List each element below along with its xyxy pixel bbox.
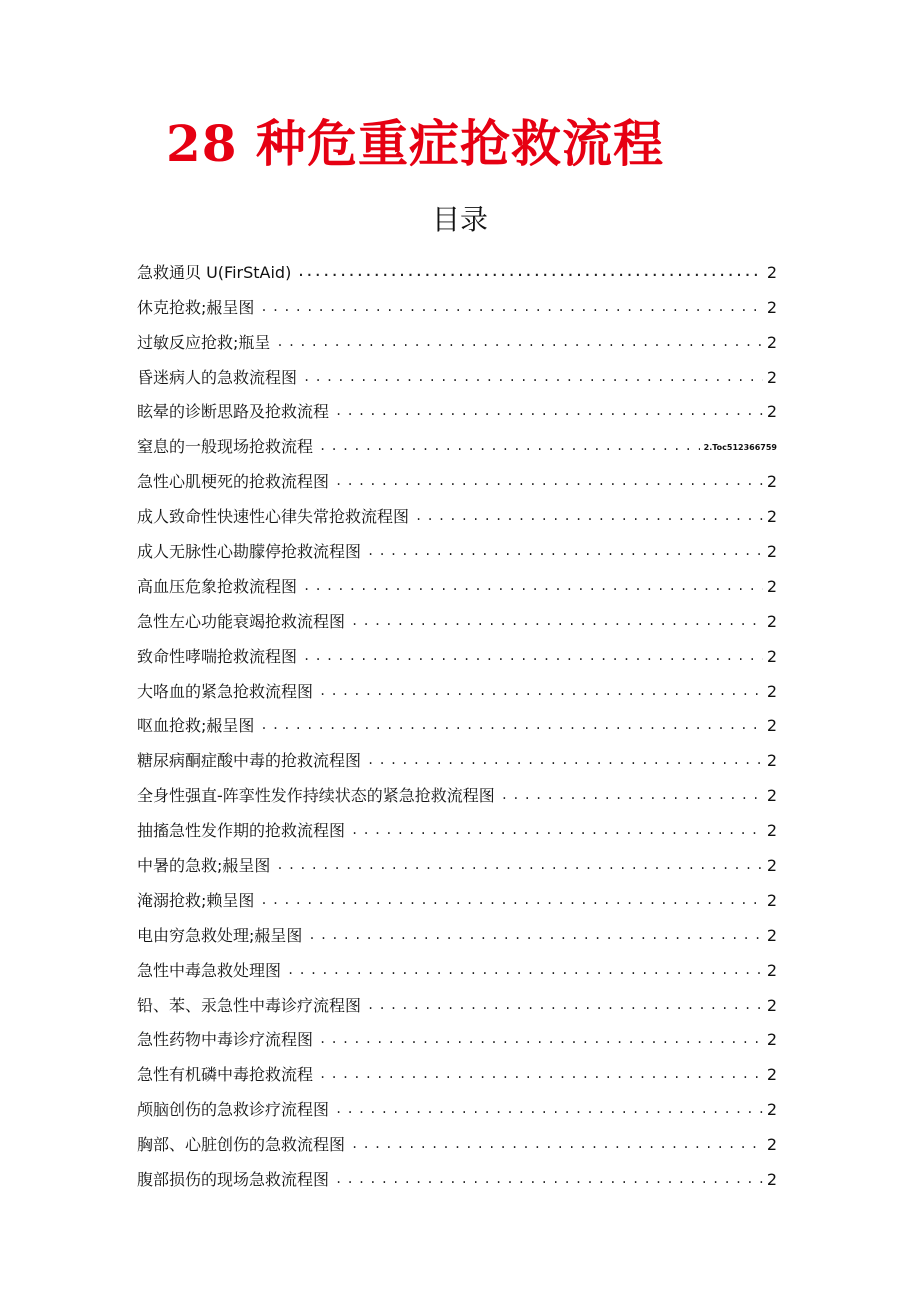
toc-entry[interactable] bbox=[137, 1089, 777, 1124]
toc-entry[interactable] bbox=[137, 461, 777, 496]
toc-entry[interactable] bbox=[137, 706, 777, 741]
toc-entry-label: 淹溺抢救;赖呈图 bbox=[137, 890, 255, 910]
toc-entry[interactable] bbox=[137, 950, 777, 985]
toc-entry[interactable] bbox=[137, 671, 777, 706]
toc-leader-dots bbox=[260, 889, 762, 913]
toc-entry-label: 高血压危象抢救流程图 bbox=[137, 576, 298, 596]
toc-entry-page-number: 2 bbox=[766, 472, 777, 492]
toc-entry-label: 颅脑创伤的急救诊疗流程图 bbox=[137, 1100, 330, 1120]
toc-leader-dots bbox=[319, 1028, 763, 1052]
toc-entry-page-number: 2 bbox=[766, 925, 777, 945]
toc-entry-label: 大咯血的紧急抢救流程图 bbox=[137, 681, 314, 701]
toc-entry-label: 铅、苯、汞急性中毒诊疗流程图 bbox=[137, 995, 362, 1015]
toc-entry-label: 休克抢救;赧呈图 bbox=[137, 297, 255, 317]
toc-leader-dots bbox=[260, 714, 762, 738]
toc-entry-page-number: 2 bbox=[766, 1030, 777, 1050]
toc-entry-label: 电由穷急救处理;赧呈图 bbox=[137, 925, 303, 945]
toc-leader-dots bbox=[367, 994, 763, 1018]
toc-entry-label: 过敏反应抢救;瓶呈 bbox=[137, 332, 271, 352]
toc-leader-dots bbox=[351, 610, 763, 634]
toc-entry[interactable] bbox=[137, 287, 777, 322]
toc-entry-label: 致命性哮喘抢救流程图 bbox=[137, 646, 298, 666]
toc-entry[interactable] bbox=[137, 426, 777, 461]
toc-entry[interactable] bbox=[137, 915, 777, 950]
toc-entry-label: 成人无脉性心勘朦停抢救流程图 bbox=[137, 542, 362, 562]
toc-entry-page-number: 2 bbox=[766, 786, 777, 806]
toc-entry-page-number: 2 bbox=[766, 960, 777, 980]
toc-entry[interactable] bbox=[137, 985, 777, 1020]
toc-leader-dots bbox=[276, 854, 762, 878]
toc-leader-dots bbox=[335, 400, 763, 424]
toc-entry[interactable] bbox=[137, 566, 777, 601]
toc-entry[interactable] bbox=[137, 1159, 777, 1194]
toc-leader-dots bbox=[367, 540, 763, 564]
toc-entry-label: 中暑的急救;赧呈图 bbox=[137, 856, 271, 876]
toc-entry-page-number: 2 bbox=[766, 1065, 777, 1085]
toc-entry[interactable] bbox=[137, 357, 777, 392]
toc-entry[interactable] bbox=[137, 1124, 777, 1159]
toc-entry-page-number: 2 bbox=[766, 856, 777, 876]
toc-entry-page-number: 2 bbox=[766, 402, 777, 422]
toc-entry[interactable] bbox=[137, 252, 777, 287]
toc-entry-label: 腹部损伤的现场急救流程图 bbox=[137, 1170, 330, 1190]
toc-entry[interactable] bbox=[137, 880, 777, 915]
toc-entry[interactable] bbox=[137, 392, 777, 427]
toc-entry-label: 急性左心功能衰竭抢救流程图 bbox=[137, 611, 346, 631]
toc-entry-page-number: 2 bbox=[766, 716, 777, 736]
toc-entry[interactable] bbox=[137, 775, 777, 810]
toc-entry-page-number: 2 bbox=[766, 821, 777, 841]
toc-entry[interactable] bbox=[137, 531, 777, 566]
toc-entry-page-number: 2 bbox=[766, 1135, 777, 1155]
toc-leader-dots bbox=[319, 680, 763, 704]
toc-entry-page-number: 2 bbox=[766, 681, 777, 701]
toc-leader-dots bbox=[303, 645, 763, 669]
toc-entry[interactable] bbox=[137, 740, 777, 775]
toc-leader-dots bbox=[319, 435, 700, 459]
toc-entry-page-number: 2 bbox=[766, 507, 777, 527]
toc-entry-page-number: 2 bbox=[766, 611, 777, 631]
toc-entry-page-number: 2 bbox=[766, 262, 777, 282]
toc-entry-label: 眩晕的诊断思路及抢救流程 bbox=[137, 402, 330, 422]
toc-entry[interactable] bbox=[137, 601, 777, 636]
toc-leader-dots bbox=[351, 1133, 763, 1157]
toc-entry-page-number: 2 bbox=[766, 297, 777, 317]
toc-entry-page-number: 2 bbox=[766, 542, 777, 562]
toc-entry-page-number: 2 bbox=[766, 367, 777, 387]
toc-entry-label: 呕血抢救;赧呈图 bbox=[137, 716, 255, 736]
toc-entry[interactable] bbox=[137, 1020, 777, 1055]
toc-leader-dots bbox=[351, 819, 763, 843]
toc-entry-label: 急性有机磷中毒抢救流程 bbox=[137, 1065, 314, 1085]
toc-entry-page-number: 2.Toc512366759 bbox=[703, 443, 777, 453]
toc-leader-dots bbox=[415, 505, 763, 529]
toc-leader-dots bbox=[297, 261, 762, 285]
toc-entry[interactable] bbox=[137, 845, 777, 880]
toc-entry-label: 抽搐急性发作期的抢救流程图 bbox=[137, 821, 346, 841]
toc-entry-label: 糖尿病酮症酸中毒的抢救流程图 bbox=[137, 751, 362, 771]
toc-entry[interactable] bbox=[137, 1054, 777, 1089]
toc-entry-label: 成人致命性快速性心律失常抢救流程图 bbox=[137, 507, 410, 527]
toc-entry-label: 窒息的一般现场抢救流程 bbox=[137, 437, 314, 457]
toc-entry-label: 胸部、心脏创伤的急救流程图 bbox=[137, 1135, 346, 1155]
toc-entry[interactable] bbox=[137, 496, 777, 531]
toc-leader-dots bbox=[335, 1168, 763, 1192]
toc-entry-page-number: 2 bbox=[766, 890, 777, 910]
toc-leader-dots bbox=[308, 924, 762, 948]
toc-entry-page-number: 2 bbox=[766, 995, 777, 1015]
toc-entry[interactable] bbox=[137, 810, 777, 845]
toc-entry-label: 急性心肌梗死的抢救流程图 bbox=[137, 472, 330, 492]
toc-entry-label: 急性中毒急救处理图 bbox=[137, 960, 282, 980]
toc-entry-page-number: 2 bbox=[766, 751, 777, 771]
toc-entry-page-number: 2 bbox=[766, 576, 777, 596]
toc-entry-page-number: 2 bbox=[766, 646, 777, 666]
document-title: 28 种危重症抢救流程 bbox=[166, 114, 664, 173]
toc-leader-dots bbox=[501, 784, 763, 808]
toc-entry-label: 全身性强直-阵挛性发作持续状态的紧急抢救流程图 bbox=[137, 786, 495, 806]
toc-entry-label: 昏迷病人的急救流程图 bbox=[137, 367, 298, 387]
toc-entry-page-number: 2 bbox=[766, 332, 777, 352]
toc-leader-dots bbox=[335, 470, 763, 494]
toc-entry-page-number: 2 bbox=[766, 1100, 777, 1120]
toc-leader-dots bbox=[319, 1063, 763, 1087]
toc-entry[interactable] bbox=[137, 322, 777, 357]
toc-entry-page-number: 2 bbox=[766, 1170, 777, 1190]
toc-leader-dots bbox=[335, 1098, 763, 1122]
toc-heading: 目录 bbox=[431, 203, 488, 236]
table-of-contents bbox=[137, 252, 777, 1194]
toc-leader-dots bbox=[367, 749, 763, 773]
toc-entry-label: 急救通贝 U(FirStAid) bbox=[137, 262, 292, 282]
toc-entry[interactable] bbox=[137, 636, 777, 671]
toc-leader-dots bbox=[303, 366, 763, 390]
toc-leader-dots bbox=[287, 959, 763, 983]
toc-leader-dots bbox=[260, 296, 762, 320]
toc-leader-dots bbox=[276, 331, 762, 355]
toc-leader-dots bbox=[303, 575, 763, 599]
toc-entry-label: 急性药物中毒诊疗流程图 bbox=[137, 1030, 314, 1050]
